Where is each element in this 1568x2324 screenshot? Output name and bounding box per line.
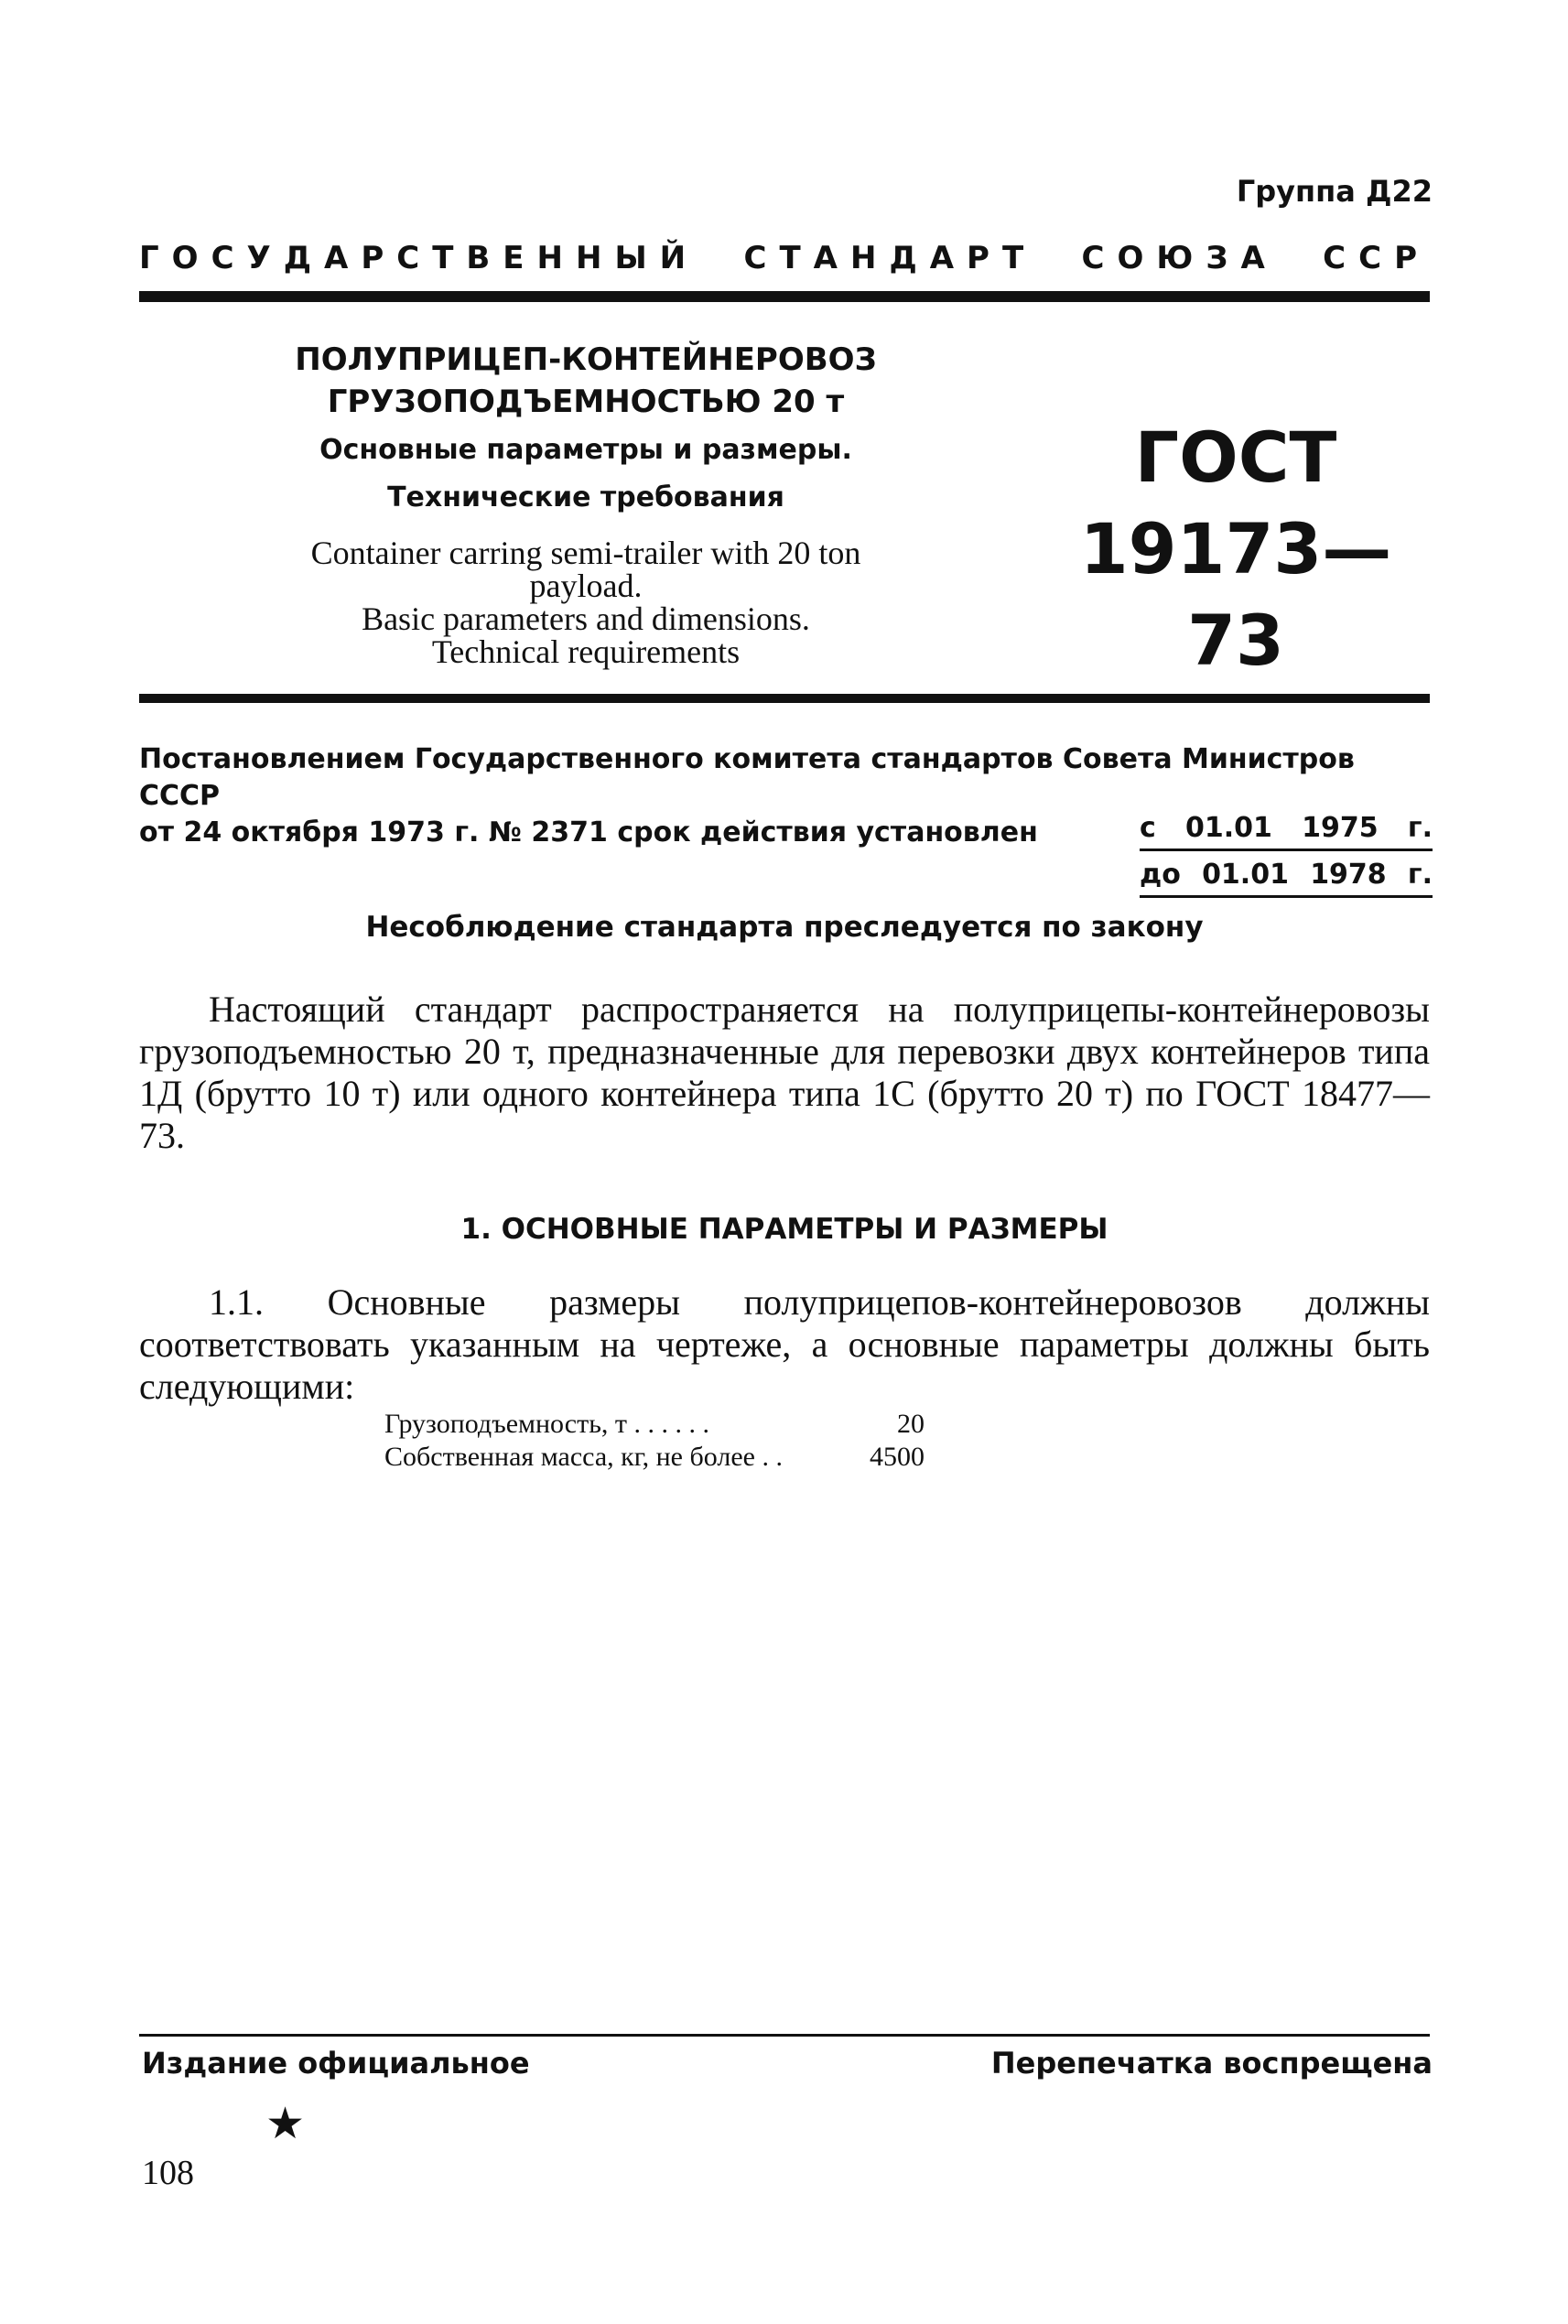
valid-from-prefix: с — [1140, 812, 1156, 844]
validity-dates — [1140, 810, 1433, 903]
valid-from-year: 1975 — [1302, 812, 1379, 844]
parameters-list — [384, 1408, 925, 1474]
title-block — [229, 339, 943, 668]
gost-designation — [1053, 412, 1419, 686]
decree-line-1: Постановлением Государственного комитета стандартов Совета Министров СССР — [139, 743, 1355, 812]
param-row — [384, 1441, 925, 1474]
header-word-4: ССР — [1323, 240, 1430, 276]
intro-paragraph: Настоящий стандарт распространяется на полуприцепы-контейнеровозы грузоподъемностью 20 т, предназначенные для перевозки двух контейнеров типа 1Д (брутто 10 т) или одного контейнера типа 1С (брутто 20 т) по ГОСТ 18477—73. — [139, 989, 1430, 1156]
valid-to-row — [1140, 857, 1433, 898]
title-line-2: ГРУЗОПОДЪЕМНОСТЬЮ 20 т — [327, 384, 845, 420]
param-value: 20 — [897, 1409, 925, 1439]
page-number: 108 — [142, 2154, 194, 2192]
param-label: Собственная масса, кг, не более . . — [384, 1442, 783, 1472]
header-word-2: СТАНДАРТ — [743, 240, 1037, 276]
official-edition-label: Издание официальное — [142, 2046, 530, 2081]
header-word-1: ГОСУДАРСТВЕННЫЙ — [139, 240, 699, 276]
valid-to-prefix: до — [1140, 859, 1181, 891]
subtitle-line-1: Основные параметры и размеры. — [319, 434, 852, 466]
english-title-1: Container carring semi-trailer with 20 ton — [310, 535, 861, 571]
header-word-3: СОЮЗА — [1081, 240, 1278, 276]
english-title-4: Technical requirements — [431, 633, 741, 670]
star-icon: ★ — [265, 2100, 306, 2148]
param-row — [384, 1408, 925, 1441]
english-title-3: Basic parameters and dimensions. — [362, 600, 810, 637]
reprint-prohibited-label: Перепечатка воспрещена — [990, 2046, 1433, 2081]
valid-to-day: 01.01 — [1202, 859, 1289, 891]
param-value: 4500 — [870, 1442, 925, 1472]
section-rule — [139, 694, 1430, 703]
decree-line-2: от 24 октября 1973 г. № 2371 срок действия установлен — [139, 816, 1038, 849]
gost-number: 19173—73 — [1079, 508, 1392, 681]
paragraph-1-1: 1.1. Основные размеры полуприцепов-контейнеровозов должны соответствовать указанным на чертеже, а основные параметры должны быть следующими: — [139, 1281, 1430, 1407]
title-line-1: ПОЛУПРИЦЕП-КОНТЕЙНЕРОВОЗ — [295, 341, 877, 378]
header-band — [139, 240, 1430, 276]
header-rule — [139, 291, 1430, 302]
english-title-2: payload. — [529, 567, 643, 604]
gost-label: ГОСТ — [1134, 416, 1337, 498]
valid-from-row — [1140, 810, 1433, 851]
valid-from-day: 01.01 — [1185, 812, 1272, 844]
group-label: Группа Д22 — [1236, 174, 1433, 209]
legal-warning: Несоблюдение стандарта преследуется по закону — [365, 911, 1204, 944]
valid-to-suffix: г. — [1407, 859, 1433, 891]
footer-rule — [139, 2034, 1430, 2037]
subtitle-line-2: Технические требования — [387, 481, 784, 513]
valid-to-year: 1978 — [1310, 859, 1387, 891]
valid-from-suffix: г. — [1407, 812, 1433, 844]
section-heading: 1. ОСНОВНЫЕ ПАРАМЕТРЫ И РАЗМЕРЫ — [460, 1213, 1108, 1246]
param-label: Грузоподъемность, т . . . . . . — [384, 1409, 710, 1439]
